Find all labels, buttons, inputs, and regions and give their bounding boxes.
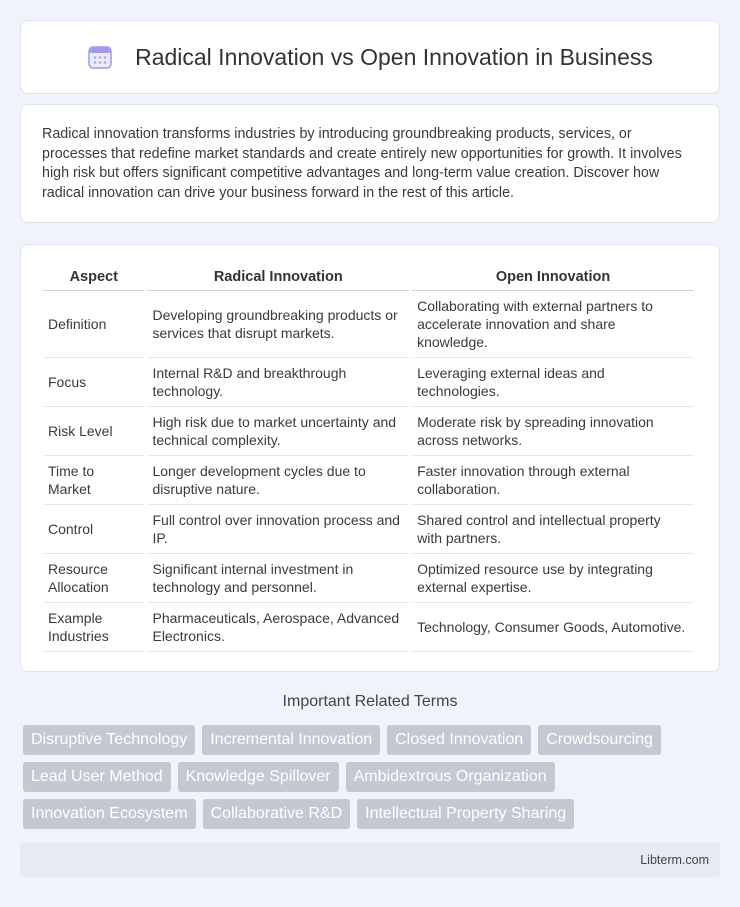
calendar-icon bbox=[87, 44, 113, 70]
cell-open: Shared control and intellectual property with partners. bbox=[412, 505, 694, 554]
tag-intellectual-property-sharing[interactable]: Intellectual Property Sharing bbox=[357, 799, 574, 829]
cell-open: Optimized resource use by integrating external expertise. bbox=[412, 554, 694, 603]
cell-aspect: Time to Market bbox=[43, 456, 144, 505]
cell-radical: Longer development cycles due to disruptive nature. bbox=[147, 456, 409, 505]
header-radical-innovation: Radical Innovation bbox=[147, 263, 409, 291]
tag-ambidextrous-organization[interactable]: Ambidextrous Organization bbox=[346, 762, 555, 792]
intro-card bbox=[20, 104, 720, 223]
table-row bbox=[43, 505, 694, 554]
intro-paragraph: Radical innovation transforms industries by introducing groundbreaking products, services, or processes that redefine market standards and create entirely new opportunities for growth. It involves high risk but offers significant competitive advantages and long-term value creation. Discover how radical innovation can drive your business forward in the rest of this article. bbox=[42, 126, 682, 201]
table-row bbox=[43, 358, 694, 407]
cell-radical: High risk due to market uncertainty and technical complexity. bbox=[147, 407, 409, 456]
tag-row bbox=[23, 799, 723, 829]
header-card bbox=[20, 20, 720, 94]
tag-row bbox=[23, 762, 723, 792]
header-aspect: Aspect bbox=[43, 263, 144, 291]
cell-aspect: Definition bbox=[43, 291, 144, 358]
cell-aspect: Control bbox=[43, 505, 144, 554]
tag-crowdsourcing[interactable]: Crowdsourcing bbox=[538, 725, 661, 755]
cell-radical: Significant internal investment in technology and personnel. bbox=[147, 554, 409, 603]
table-row bbox=[43, 603, 694, 652]
footer bbox=[20, 842, 720, 877]
tag-knowledge-spillover[interactable]: Knowledge Spillover bbox=[178, 762, 339, 792]
cell-aspect: Resource Allocation bbox=[43, 554, 144, 603]
tag-lead-user-method[interactable]: Lead User Method bbox=[23, 762, 171, 792]
cell-aspect: Example Industries bbox=[43, 603, 144, 652]
cell-aspect: Focus bbox=[43, 358, 144, 407]
cell-radical: Developing groundbreaking products or services that disrupt markets. bbox=[147, 291, 409, 358]
table-header-row bbox=[43, 263, 694, 291]
comparison-card bbox=[20, 244, 720, 672]
cell-open: Moderate risk by spreading innovation across networks. bbox=[412, 407, 694, 456]
table-row bbox=[43, 554, 694, 603]
header bbox=[87, 44, 653, 71]
header-open-innovation: Open Innovation bbox=[412, 263, 694, 291]
cell-radical: Full control over innovation process and IP. bbox=[147, 505, 409, 554]
cell-open: Leveraging external ideas and technologies. bbox=[412, 358, 694, 407]
comparison-table bbox=[40, 263, 697, 652]
tag-incremental-innovation[interactable]: Incremental Innovation bbox=[202, 725, 380, 755]
cell-radical: Pharmaceuticals, Aerospace, Advanced Electronics. bbox=[147, 603, 409, 652]
footer-brand-link[interactable]: Libterm.com bbox=[640, 852, 709, 867]
related-terms-list bbox=[23, 725, 723, 836]
tag-closed-innovation[interactable]: Closed Innovation bbox=[387, 725, 531, 755]
cell-open: Faster innovation through external collaboration. bbox=[412, 456, 694, 505]
page-title: Radical Innovation vs Open Innovation in Business bbox=[135, 43, 653, 70]
tag-disruptive-technology[interactable]: Disruptive Technology bbox=[23, 725, 195, 755]
cell-open: Collaborating with external partners to accelerate innovation and share knowledge. bbox=[412, 291, 694, 358]
cell-radical: Internal R&D and breakthrough technology. bbox=[147, 358, 409, 407]
table-row bbox=[43, 456, 694, 505]
table-row bbox=[43, 291, 694, 358]
cell-open: Technology, Consumer Goods, Automotive. bbox=[412, 603, 694, 652]
tag-collaborative-rd[interactable]: Collaborative R&D bbox=[203, 799, 351, 829]
table-row bbox=[43, 407, 694, 456]
related-terms-heading: Important Related Terms bbox=[282, 693, 458, 710]
tag-row bbox=[23, 725, 723, 755]
tag-innovation-ecosystem[interactable]: Innovation Ecosystem bbox=[23, 799, 196, 829]
cell-aspect: Risk Level bbox=[43, 407, 144, 456]
